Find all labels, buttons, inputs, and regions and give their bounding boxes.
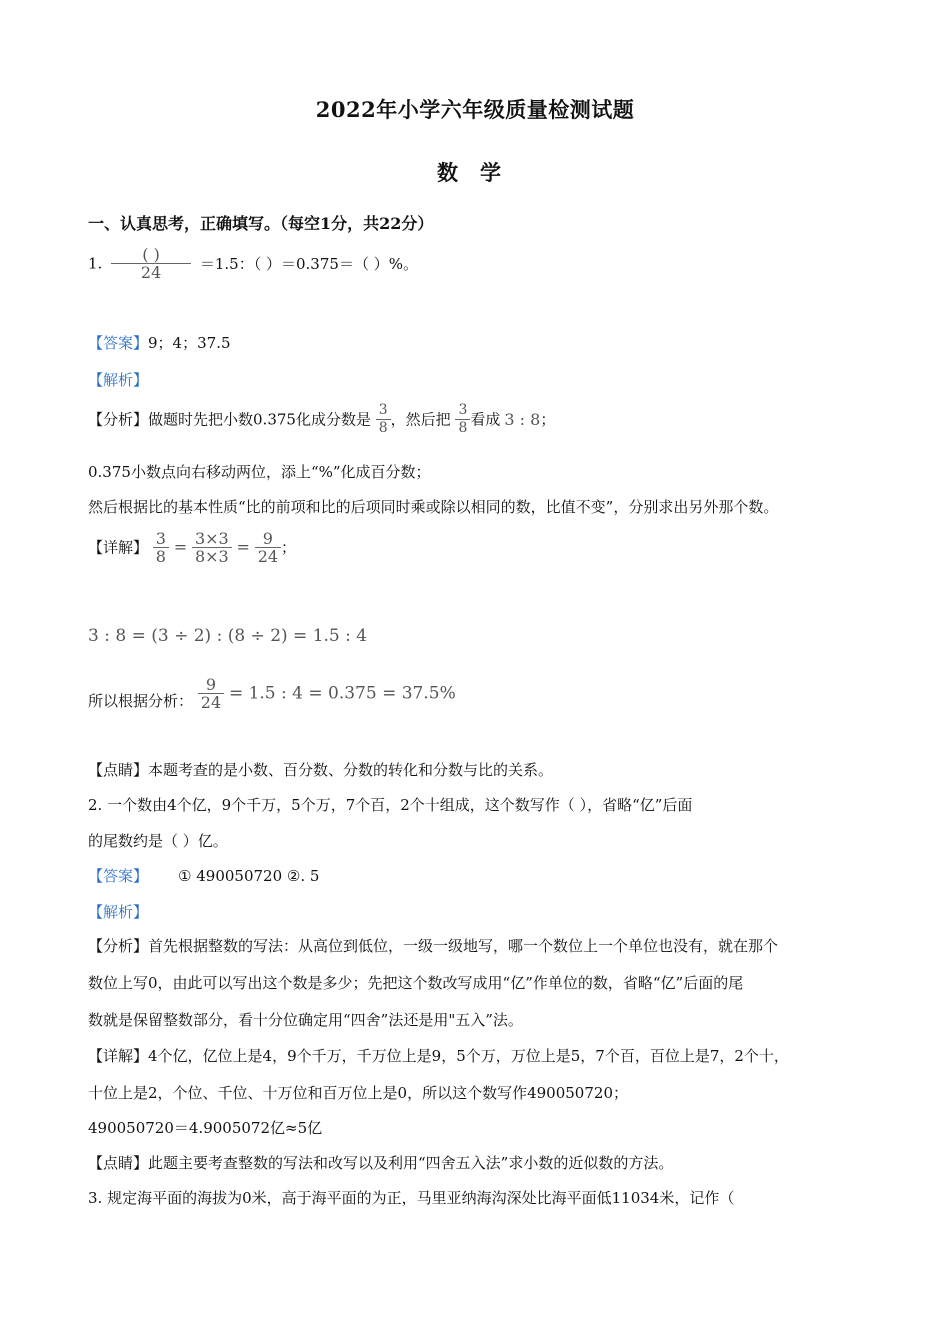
q1-line xyxy=(88,246,418,281)
answer-tag: 【答案】 xyxy=(88,334,149,352)
analysis-tag: 【分析】 xyxy=(88,410,149,429)
detail-tag: 【详解】 xyxy=(88,1047,149,1065)
fraction-denominator: 8 xyxy=(378,420,388,436)
q1-fraction-numerator: ( ) xyxy=(142,245,160,264)
q2-analysis-line1 xyxy=(88,936,778,956)
fraction-denominator: 8 xyxy=(155,547,166,566)
q1-analysis-line1 xyxy=(88,402,555,437)
q3-line1: 3. 规定海平面的海拔为0米，高于海平面的为正，马里亚纳海沟深处比海平面低11034米，记作（ xyxy=(88,1189,735,1207)
answer-value: ① 490050720 ②. 5 xyxy=(178,867,320,885)
analysis-text: 看成 xyxy=(470,410,501,429)
subject-title: 数学 xyxy=(437,160,523,185)
equals-sign: = xyxy=(173,537,188,557)
fraction-numerator: 3 xyxy=(458,402,468,418)
q1-analysis-line2: 0.375小数点向右移动两位，添上“%”化成百分数； xyxy=(88,463,431,481)
q1-fraction-denominator: 24 xyxy=(140,263,162,282)
fraction-numerator: 3×3 xyxy=(194,529,229,548)
conclusion-equation: = 1.5 : 4 = 0.375 = 37.5% xyxy=(228,683,456,704)
q1-equation-tail: ＝1.5：（ ）＝0.375＝（ ）%。 xyxy=(199,254,418,273)
fraction-numerator: 3 xyxy=(378,402,388,418)
q2-comment: 【点睛】此题主要考查整数的写法和改写以及利用“四舍五入法”求小数的近似数的方法。 xyxy=(88,1154,674,1172)
fraction-numerator: 3 xyxy=(155,529,166,548)
q2-detail-line3: 490050720＝4.9005072亿≈5亿 xyxy=(88,1119,323,1137)
q1-answer xyxy=(88,333,231,353)
q2-analysis-line3: 数就是保留整数部分，看十分位确定用“四舍”法还是用"五入”法。 xyxy=(88,1011,523,1029)
q2-answer xyxy=(88,866,319,886)
q1-conclusion-line xyxy=(88,676,456,711)
analysis-text: 做题时先把小数0.375化成分数是 xyxy=(148,410,371,429)
equals-sign: = xyxy=(236,537,250,557)
q2-detail-line1 xyxy=(88,1046,789,1066)
analysis-text: 首先根据整数的写法：从高位到低位，一级一级地写，哪一个数位上一个单位也没有，就在那个 xyxy=(148,937,779,955)
ratio-expression: 3 : 8 xyxy=(504,409,541,429)
jiexi-tag: 【解析】 xyxy=(88,371,149,389)
jiexi-tag: 【解析】 xyxy=(88,903,149,921)
fraction-denominator: 8×3 xyxy=(194,547,229,566)
q1-comment: 【点睛】本题考查的是小数、百分数、分数的转化和分数与比的关系。 xyxy=(88,761,554,779)
analysis-text: ，然后把 xyxy=(390,410,451,429)
fraction-3-8 xyxy=(376,402,391,437)
q1-detail-line xyxy=(88,530,296,565)
ratio-equation: 3 : 8 = (3 ÷ 2) : (8 ÷ 2) = 1.5 : 4 xyxy=(88,626,368,646)
fraction-3x3-8x3 xyxy=(192,530,232,565)
fraction-3-8 xyxy=(455,402,470,437)
fraction-9-24 xyxy=(198,676,224,711)
fraction-3-8 xyxy=(153,530,169,565)
detail-text: ； xyxy=(281,538,297,557)
conclusion-label: 所以根据分析： xyxy=(88,692,194,710)
fraction-denominator: 8 xyxy=(458,420,468,436)
q2-analysis-line2: 数位上写0，由此可以写出这个数是多少；先把这个数改写成用“亿”作单位的数，省略“亿”后面的尾 xyxy=(88,974,744,992)
q2-detail-line2: 十位上是2，个位、千位、十万位和百万位上是0，所以这个数写作490050720； xyxy=(88,1084,628,1102)
analysis-text: ； xyxy=(540,410,556,429)
q1-fraction xyxy=(111,246,191,281)
fraction-9-24 xyxy=(255,530,281,565)
detail-text: 4个亿，亿位上是4，9个千万，千万位上是9，5个万，万位上是5，7个百，百位上是7，2个十， xyxy=(148,1047,789,1065)
page-title: 2022年小学六年级质量检测试题 xyxy=(315,97,635,122)
answer-value: 9；4；37.5 xyxy=(148,334,231,352)
q2-line1: 2. 一个数由4个亿，9个千万，5个万，7个百，2个十组成，这个数写作（ ），省略“亿”后面 xyxy=(88,796,693,814)
fraction-numerator: 9 xyxy=(205,675,217,694)
detail-tag: 【详解】 xyxy=(88,538,149,557)
fraction-numerator: 9 xyxy=(262,529,273,548)
answer-tag: 【答案】 xyxy=(88,867,149,885)
fraction-denominator: 24 xyxy=(200,693,222,712)
section-heading: 一、认真思考，正确填写。（每空1分，共22分） xyxy=(88,214,434,233)
analysis-tag: 【分析】 xyxy=(88,937,149,955)
q1-number: 1. xyxy=(88,254,103,273)
fraction-denominator: 24 xyxy=(257,547,279,566)
q1-analysis-line3: 然后根据比的基本性质“比的前项和比的后项同时乘或除以相同的数，比值不变”，分别求出另外那个数。 xyxy=(88,498,779,516)
q2-line2: 的尾数约是（ ）亿。 xyxy=(88,832,228,850)
